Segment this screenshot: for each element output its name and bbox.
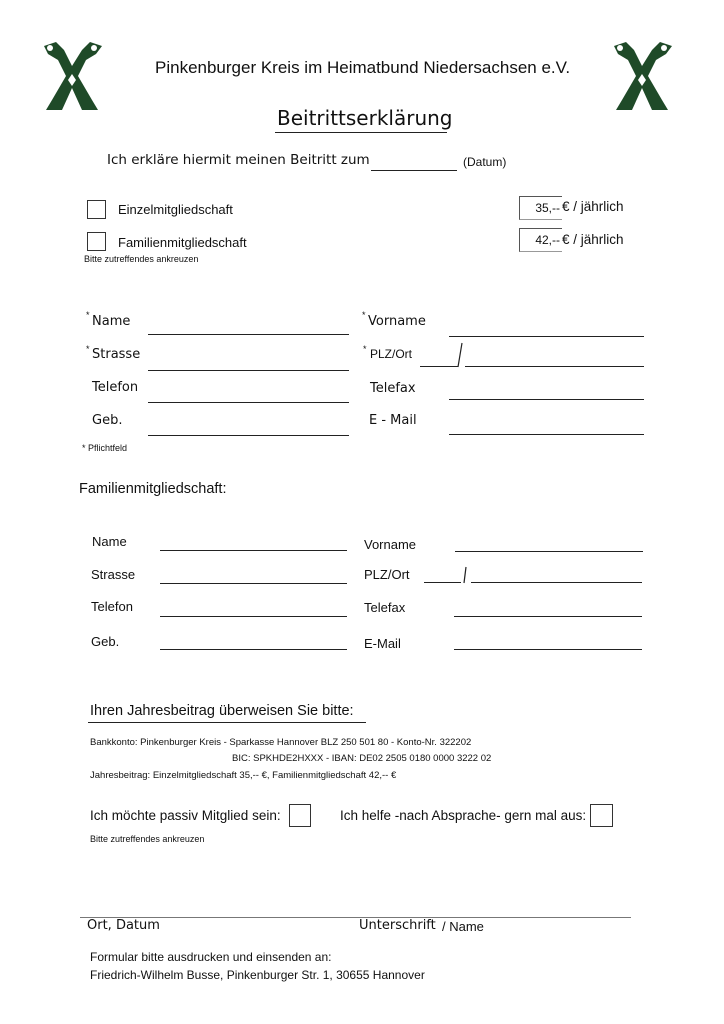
family-street-line [160, 583, 347, 584]
fax-label: Telefax [370, 381, 416, 396]
single-price: 35,-- [519, 196, 562, 220]
family-fax-field[interactable] [454, 600, 642, 616]
zip-field[interactable] [420, 350, 458, 366]
family-firstname-label: Vorname [364, 537, 417, 552]
family-zip-city-label: PLZ/Ort [364, 567, 410, 582]
crossed-horse-heads-icon [608, 40, 676, 112]
family-street-label: Strasse [91, 567, 136, 582]
family-city-line [471, 582, 642, 583]
required-mark: * [86, 310, 90, 320]
email-field[interactable] [449, 418, 644, 434]
annual-fee-line: Jahresbeitrag: Einzelmitgliedschaft 35,-- €, Familienmitgliedschaft 42,-- € [90, 770, 397, 781]
birth-field[interactable] [148, 419, 349, 435]
family-zip-city-separator [462, 566, 468, 584]
family-phone-field[interactable] [160, 600, 347, 616]
passive-member-label: Ich möchte passiv Mitglied sein: [90, 808, 281, 823]
family-name-label: Name [92, 534, 127, 549]
name-line [148, 334, 349, 335]
phone-line [148, 402, 349, 403]
join-date-line [371, 170, 457, 171]
zip-line [420, 366, 458, 367]
passive-member-checkbox[interactable] [289, 804, 311, 827]
family-email-field[interactable] [454, 633, 642, 649]
options-check-hint: Bitte zutreffendes ankreuzen [90, 834, 205, 844]
family-heading: Familienmitgliedschaft: [79, 481, 227, 497]
family-city-field[interactable] [471, 566, 642, 582]
family-phone-line [160, 616, 347, 617]
family-street-field[interactable] [160, 567, 347, 583]
family-email-label: E-Mail [364, 636, 401, 651]
family-birth-line [160, 649, 347, 650]
city-field[interactable] [465, 350, 644, 366]
single-per-year: € / jährlich [562, 199, 624, 214]
help-out-checkbox[interactable] [590, 804, 613, 827]
family-name-line [160, 550, 347, 551]
street-label: Strasse [92, 347, 141, 362]
street-field[interactable] [148, 354, 349, 370]
family-membership-label: Familienmitgliedschaft [118, 235, 247, 250]
single-membership-checkbox[interactable] [87, 200, 106, 219]
city-line [465, 366, 644, 367]
family-birth-field[interactable] [160, 633, 347, 649]
firstname-label: Vorname [368, 314, 426, 329]
organization-name: Pinkenburger Kreis im Heimatbund Niedersachsen e.V. [155, 58, 571, 77]
family-fax-line [454, 616, 642, 617]
title-underline [275, 132, 447, 133]
firstname-line [449, 336, 644, 337]
fax-line [449, 399, 644, 400]
required-mark: * [363, 344, 367, 354]
zip-city-label: PLZ/Ort [370, 347, 413, 361]
family-email-line [454, 649, 642, 650]
name-field[interactable] [148, 318, 349, 334]
street-line [148, 370, 349, 371]
firstname-field[interactable] [449, 320, 644, 336]
name-label: Name [92, 314, 131, 329]
phone-label: Telefon [92, 380, 139, 395]
phone-field[interactable] [148, 386, 349, 402]
fax-field[interactable] [449, 383, 644, 399]
family-price: 42,-- [519, 228, 562, 252]
required-mark: * [362, 310, 366, 320]
intro-text: Ich erkläre hiermit meinen Beitritt zum [107, 152, 370, 168]
family-zip-field[interactable] [424, 566, 461, 582]
join-date-field[interactable] [371, 154, 457, 170]
required-note: * Pflichtfeld [82, 443, 128, 453]
family-per-year: € / jährlich [562, 232, 624, 247]
signature-label: Unterschrift [359, 918, 436, 933]
family-membership-checkbox[interactable] [87, 232, 106, 251]
signature-line [80, 917, 631, 918]
single-membership-label: Einzelmitgliedschaft [118, 202, 233, 217]
family-zip-line [424, 582, 461, 583]
payment-heading: Ihren Jahresbeitrag überweisen Sie bitte: [90, 703, 354, 719]
page-title: Beitrittserklärung [277, 106, 453, 130]
family-birth-label: Geb. [91, 634, 120, 649]
family-phone-label: Telefon [91, 599, 133, 614]
bic-iban-line: BIC: SPKHDE2HXXX - IBAN: DE02 2505 0180 0000 3222 02 [232, 753, 492, 764]
help-out-label: Ich helfe -nach Absprache- gern mal aus: [340, 808, 587, 823]
family-fax-label: Telefax [364, 600, 406, 615]
send-instruction: Formular bitte ausdrucken und einsenden an: [90, 950, 332, 964]
payment-heading-underline [88, 722, 366, 723]
required-mark: * [86, 344, 90, 354]
birth-line [148, 435, 349, 436]
family-name-field[interactable] [160, 534, 347, 550]
email-label: E - Mail [369, 413, 417, 428]
email-line [449, 434, 644, 435]
family-firstname-field[interactable] [455, 535, 643, 551]
birth-label: Geb. [92, 413, 123, 428]
bank-account-line: Bankkonto: Pinkenburger Kreis - Sparkasse Hannover BLZ 250 501 80 - Konto-Nr. 322202 [90, 737, 472, 748]
postal-address: Friedrich-Wilhelm Busse, Pinkenburger Str. 1, 30655 Hannover [90, 968, 425, 982]
name-suffix-label: / Name [442, 919, 484, 934]
date-hint: (Datum) [463, 155, 507, 169]
zip-city-separator [456, 342, 464, 368]
place-date-label: Ort, Datum [87, 918, 160, 933]
family-firstname-line [455, 551, 643, 552]
membership-check-hint: Bitte zutreffendes ankreuzen [84, 254, 199, 264]
crossed-horse-heads-icon [38, 40, 106, 112]
